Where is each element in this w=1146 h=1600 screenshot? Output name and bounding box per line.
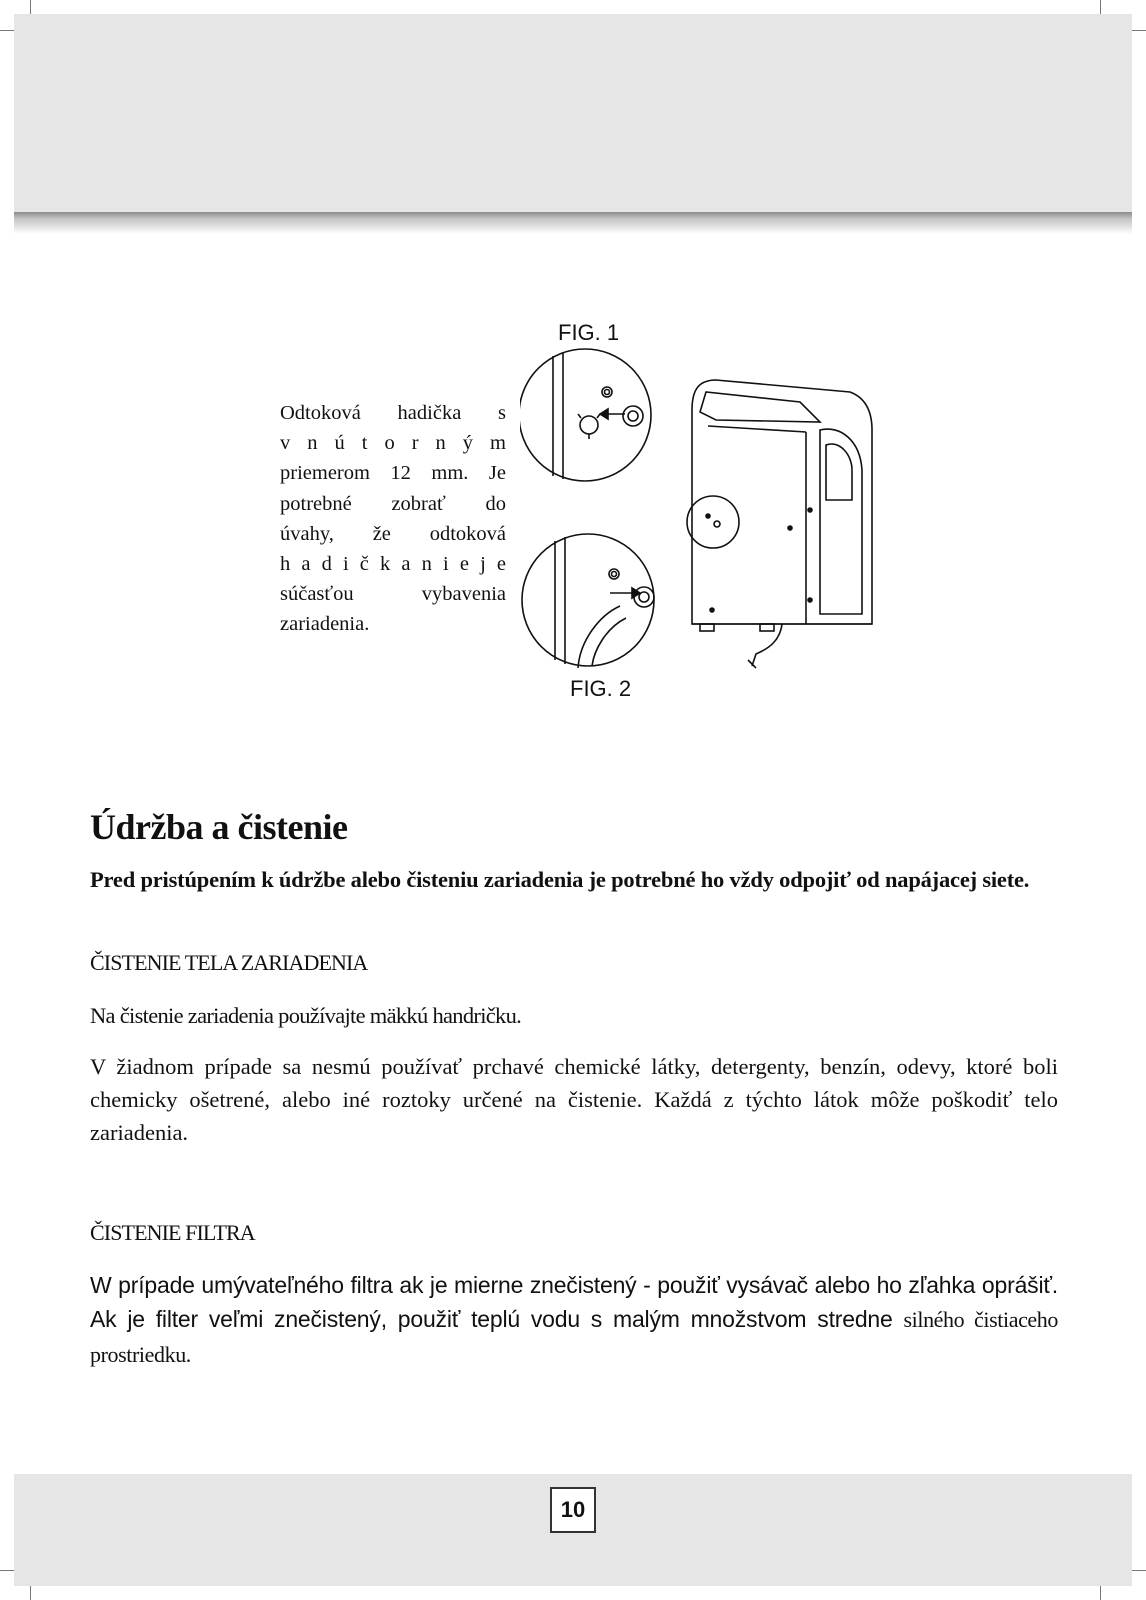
filter-text-sans: W prípade umývateľného filtra ak je mierne znečistený - použiť vysávač alebo ho zľahka oprášiť. Ak je filter veľmi znečistený, použiť teplú vodu s malým množstvom stredne (90, 1272, 1058, 1332)
caption-line: zariadenia. (280, 613, 370, 636)
crop-mark (1100, 0, 1101, 14)
page-number: 10 (550, 1487, 596, 1533)
filter-text-serif: silného čistiaceho prostriedku. (90, 1307, 1058, 1367)
fig1-label: FIG. 1 (558, 320, 620, 345)
caption-line: priemerom 12 mm. Je (280, 462, 506, 485)
crop-mark (30, 0, 31, 14)
page-title: Údržba a čistenie (90, 807, 348, 847)
caption-line: potrebné zobrať do (280, 492, 506, 515)
section-heading-filter: ČISTENIE FILTRA (90, 1220, 255, 1245)
header-band (14, 14, 1132, 214)
body-cleaning-paragraph-1: Na čistenie zariadenia používajte mäkkú handričku. (90, 1003, 522, 1028)
crop-mark (1132, 30, 1146, 31)
crop-mark (1100, 1586, 1101, 1600)
fig2-label: FIG. 2 (570, 676, 632, 701)
body-cleaning-paragraph-2: V žiadnom prípade sa nesmú používať prchavé chemické látky, detergenty, benzín, odevy, ktoré boli chemicky ošetrené, alebo iné roztoky určené na čistenie. Každá z týchto látok môže poškodiť telo zariadenia. (90, 1054, 1058, 1145)
header-shadow (14, 212, 1132, 234)
crop-mark (0, 30, 14, 31)
dehumidifier-illustration (520, 340, 880, 685)
fig2-detail-circle (522, 534, 654, 668)
crop-mark (0, 1570, 14, 1571)
dehumidifier-unit (687, 380, 872, 668)
fig1-detail-circle (520, 349, 651, 481)
crop-mark (1132, 1570, 1146, 1571)
filter-cleaning-paragraph (90, 1268, 1058, 1372)
caption-line: h a d i č k a n i e j e (280, 553, 506, 576)
warning-text: Pred pristúpením k údržbe alebo čisteniu zariadenia je potrebné ho vždy odpojiť od napájacej siete. (90, 867, 1030, 892)
caption-line: v n ú t o r n ý m (280, 432, 506, 455)
section-heading-body: ČISTENIE TELA ZARIADENIA (90, 950, 368, 975)
caption-line: úvahy, že odtoková (280, 522, 506, 545)
crop-mark (30, 1586, 31, 1600)
caption-line: súčasťou vybavenia (280, 583, 506, 606)
caption-line: Odtoková hadička s (280, 402, 506, 424)
figure-caption (280, 398, 506, 640)
